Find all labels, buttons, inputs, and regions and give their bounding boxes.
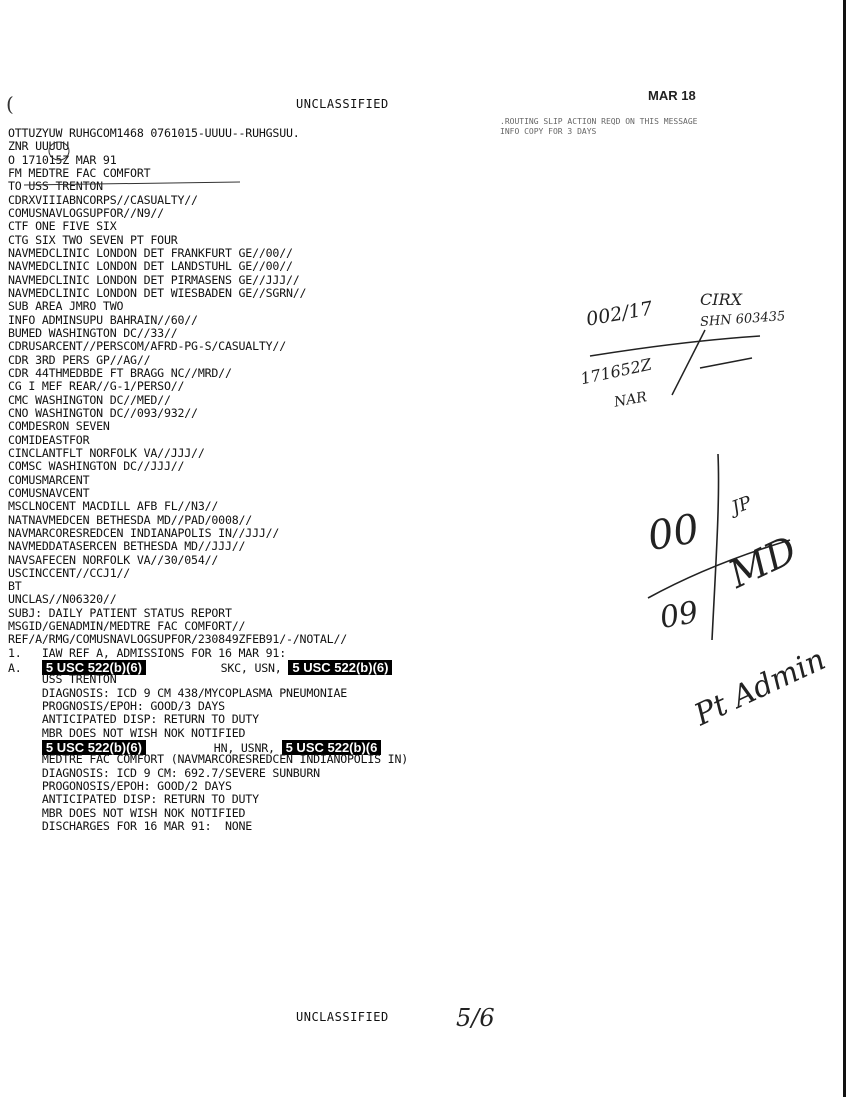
handwritten-pt-admin-note: Pt Admin bbox=[689, 642, 831, 733]
message-line-text: NAVSAFECEN NORFOLK VA//30/054// bbox=[8, 552, 219, 567]
message-line-text: CTG SIX TWO SEVEN PT FOUR bbox=[8, 232, 178, 247]
handwritten-cirx-note: CIRX bbox=[700, 290, 742, 309]
message-line-text: A. bbox=[8, 661, 42, 676]
message-line-text: USS TRENTON bbox=[8, 672, 117, 687]
message-line-text: MEDTRE FAC COMFORT (NAVMARCORESREDCEN INDIANOPOLIS IN) bbox=[8, 752, 409, 767]
message-line-text: BUMED WASHINGTON DC//33// bbox=[8, 325, 178, 340]
handwritten-md-initials: MD bbox=[721, 527, 804, 597]
message-line-text: TO USS TRENTON bbox=[8, 179, 103, 194]
message-line-text: OTTUZYUW RUHGCOM1468 0761015-UUUU--RUHGSUU. bbox=[8, 126, 300, 140]
message-line-text: COMSC WASHINGTON DC//JJJ// bbox=[8, 459, 185, 474]
message-line-text: DISCHARGES FOR 16 MAR 91: NONE bbox=[8, 819, 253, 834]
message-line-text: COMUSNAVLOGSUPFOR//N9// bbox=[8, 205, 164, 220]
message-line-text: DIAGNOSIS: ICD 9 CM 438/MYCOPLASMA PNEUMONIAE bbox=[8, 685, 348, 700]
divider-stroke bbox=[712, 454, 719, 640]
redaction-label: 5 USC 522(b)(6) bbox=[288, 660, 392, 675]
handwritten-09-note: 09 bbox=[657, 594, 701, 637]
message-line-text: CMC WASHINGTON DC//MED// bbox=[8, 392, 171, 407]
message-line-text: CDR 3RD PERS GP//AG// bbox=[8, 352, 151, 367]
message-line-text: MBR DOES NOT WISH NOK NOTIFIED bbox=[8, 725, 246, 740]
message-line-text: SUB AREA JMRO TWO bbox=[8, 299, 124, 314]
classification-bottom: UNCLASSIFIED bbox=[296, 1010, 389, 1024]
message-line-text: UNCLAS//N06320// bbox=[8, 592, 117, 607]
margin-bracket: ( bbox=[6, 92, 14, 116]
underline-stroke bbox=[590, 336, 760, 356]
crossbar-stroke bbox=[648, 540, 790, 598]
routing-line-1: .ROUTING SLIP ACTION REQD ON THIS MESSAGE bbox=[500, 117, 698, 126]
circle-mark bbox=[49, 142, 69, 160]
slash-stroke bbox=[672, 330, 705, 395]
date-received-stamp: MAR 18 bbox=[648, 88, 696, 103]
message-line-text: NAVMEDCLINIC LONDON DET FRANKFURT GE//00// bbox=[8, 245, 293, 260]
message-line-text: CG I MEF REAR//G-1/PERSO// bbox=[8, 379, 185, 394]
message-line-text: MSCLNOCENT MACDILL AFB FL//N3// bbox=[8, 499, 219, 514]
message-line-text: COMUSNAVCENT bbox=[8, 485, 90, 500]
message-line-text: NAVMEDCLINIC LONDON DET LANDSTUHL GE//00// bbox=[8, 259, 293, 274]
message-line-text: SUBJ: DAILY PATIENT STATUS REPORT bbox=[8, 605, 232, 620]
message-line-text: CDR 44THMEDBDE FT BRAGG NC//MRD// bbox=[8, 365, 232, 380]
handwritten-jp-initials: JP bbox=[728, 492, 755, 519]
message-line-text: NAVMEDCLINIC LONDON DET PIRMASENS GE//JJJ// bbox=[8, 272, 300, 287]
message-line-text: NAVMEDCLINIC LONDON DET WIESBADEN GE//SGRN// bbox=[8, 285, 307, 300]
message-line-text: CDRUSARCENT//PERSCOM/AFRD-PG-S/CASUALTY// bbox=[8, 339, 286, 354]
message-line-text: CDRXVIIIABNCORPS//CASUALTY// bbox=[8, 192, 198, 207]
message-line-mid: SKC, USN, bbox=[145, 661, 289, 676]
message-line-text: MSGID/GENADMIN/MEDTRE FAC COMFORT// bbox=[8, 619, 246, 634]
routing-line-2: INFO COPY FOR 3 DAYS bbox=[500, 127, 597, 136]
message-line-text: 1. IAW REF A, ADMISSIONS FOR 16 MAR 91: bbox=[8, 645, 286, 660]
message-line-text: NATNAVMEDCEN BETHESDA MD//PAD/0008// bbox=[8, 512, 253, 527]
message-line-text: DIAGNOSIS: ICD 9 CM: 692.7/SEVERE SUNBURN bbox=[8, 765, 320, 780]
message-line-text: CTF ONE FIVE SIX bbox=[8, 219, 117, 234]
message-line-text: ANTICIPATED DISP: RETURN TO DUTY bbox=[8, 792, 259, 807]
message-line-text: O 171015Z MAR 91 bbox=[8, 152, 117, 167]
message-line-text: COMDESRON SEVEN bbox=[8, 419, 110, 434]
message-line-text: CNO WASHINGTON DC//093/932// bbox=[8, 405, 198, 420]
message-line-text: FM MEDTRE FAC COMFORT bbox=[8, 165, 151, 180]
short-stroke bbox=[700, 358, 752, 368]
message-line-text: COMIDEASTFOR bbox=[8, 432, 90, 447]
classification-top: UNCLASSIFIED bbox=[296, 97, 389, 111]
message-line-text: PROGONOSIS/EPOH: GOOD/2 DAYS bbox=[8, 779, 232, 794]
message-line-text: NAVMARCORESREDCEN INDIANAPOLIS IN//JJJ// bbox=[8, 525, 280, 540]
message-line-text: REF/A/RMG/COMUSNAVLOGSUPFOR/230849ZFEB91/-/NOTAL// bbox=[8, 632, 348, 647]
message-line-text: INFO ADMINSUPU BAHRAIN//60// bbox=[8, 312, 198, 327]
handwritten-dtg-note: 171652Z bbox=[578, 354, 654, 389]
redaction-label: 5 USC 522(b)(6 bbox=[282, 740, 382, 755]
message-line-text: COMUSMARCENT bbox=[8, 472, 90, 487]
handwritten-nar-note: NAR bbox=[612, 389, 649, 411]
redaction-label: 5 USC 522(b)(6) bbox=[42, 740, 146, 755]
redaction-label: 5 USC 522(b)(6) bbox=[42, 660, 146, 675]
message-line-mid: HN, USNR, bbox=[145, 741, 282, 756]
handwritten-date-note: 002/17 bbox=[584, 297, 655, 331]
message-line-text: MBR DOES NOT WISH NOK NOTIFIED bbox=[8, 805, 246, 820]
scan-edge-rule bbox=[843, 0, 846, 1097]
handwritten-page-mark: 5/6 bbox=[456, 1004, 495, 1032]
message-line-text: PROGNOSIS/EPOH: GOOD/3 DAYS bbox=[8, 699, 225, 714]
message-line-text: USCINCCENT//CCJ1// bbox=[8, 565, 131, 580]
message-line-text: ANTICIPATED DISP: RETURN TO DUTY bbox=[8, 712, 259, 727]
handwritten-serial-note: SHN 603435 bbox=[699, 309, 786, 330]
message-line-text: ZNR UUUUU bbox=[8, 139, 70, 154]
message-line-text: NAVMEDDATASERCEN BETHESDA MD//JJJ// bbox=[8, 539, 246, 554]
fm-box-mark bbox=[24, 182, 240, 185]
message-line-text: CINCLANTFLT NORFOLK VA//JJJ// bbox=[8, 445, 205, 460]
message-line-text: BT bbox=[8, 579, 22, 594]
handwritten-00-note: 00 bbox=[644, 505, 703, 561]
